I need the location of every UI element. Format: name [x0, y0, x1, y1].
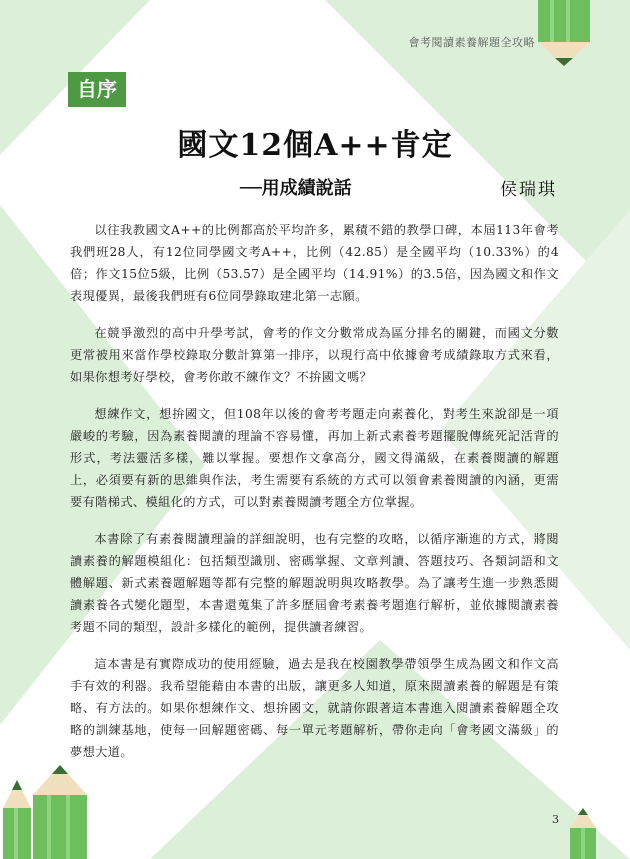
paragraph-2: 在競爭激烈的高中升學考試，會考的作文分數常成為區分排名的關鍵，而國文分數更常被用來當作學校錄取分數計算第一排序，以現行高中依據會考成績錄取方式來看，如果你想考好學校，會考你敢不練作文？不拚國文嗎？ [70, 326, 559, 384]
section-tag: 自序 [68, 72, 126, 107]
pencil-bottom-left-1 [3, 780, 31, 859]
page-subtitle: ──用成績說話 [240, 178, 352, 199]
paragraph-3: 想練作文，想拚國文，但108年以後的會考考題走向素養化，對考生來說卻是一項嚴峻的考驗，因為素養閱讀的理論不容易懂，再加上新式素養考題擺脫傳統死記活背的形式，考法靈活多樣，難以掌握。要想作文拿高分，國文得滿級，在素養閱讀的解題上，必須要有新的思維與作法，考生需要有系統的方式可以領會素養閱讀的內涵，更需要有階梯式、模組化的方式，可以對素養閱讀考題全方位掌握。 [70, 407, 559, 509]
author-name: 侯瑞琪 [500, 180, 557, 200]
page-number: 3 [552, 813, 559, 826]
pencil-bottom-left-2 [33, 765, 87, 859]
paragraph-5: 這本書是有實際成功的使用經驗，過去是我在校園教學帶領學生成為國文和作文高手有效的利器。我希望能藉由本書的出版，讓更多人知道，原來閱讀素養的解題是有策略、有方法的。如果你想練作文、想拚國文，就請你跟著這本書進入閱讀素養解題全攻略的訓練基地，使每一回解題密碼、每一單元考題解析，帶你走向「會考國文滿級」的夢想大道。 [70, 657, 559, 759]
running-header-title: 會考閱讀素養解題全攻略 [408, 36, 535, 49]
page-title: 國文12個A++肯定 [177, 128, 453, 163]
paragraph-1: 以往我教國文A++的比例都高於平均許多，累積不錯的教學口碑，本屆113年會考我們班28人，有12位同學國文考A++，比例（42.85）是全國平均（10.33%）的4倍；作文15位5級，比例（53.57）是全國平均（14.91%）的3.5倍，因為國文和作文表現優異，最後我們班有6位同學錄取建北第一志願。 [70, 223, 559, 303]
paragraph-4: 本書除了有素養閱讀理論的詳細說明，也有完整的攻略，以循序漸進的方式，將閱讀素養的解題模組化：包括類型識別、密碼掌握、文章判讀、答題技巧、各類詞語和文體解題、新式素養題解題等都有完整的解題說明與攻略教學。為了讓考生進一步熟悉閱讀素養各式變化題型，本書還蒐集了許多歷屆會考素養考題進行解析，並依據閱讀素養考題不同的類型，設計多樣化的範例，提供讀者練習。 [70, 532, 559, 634]
article-body [70, 219, 559, 778]
